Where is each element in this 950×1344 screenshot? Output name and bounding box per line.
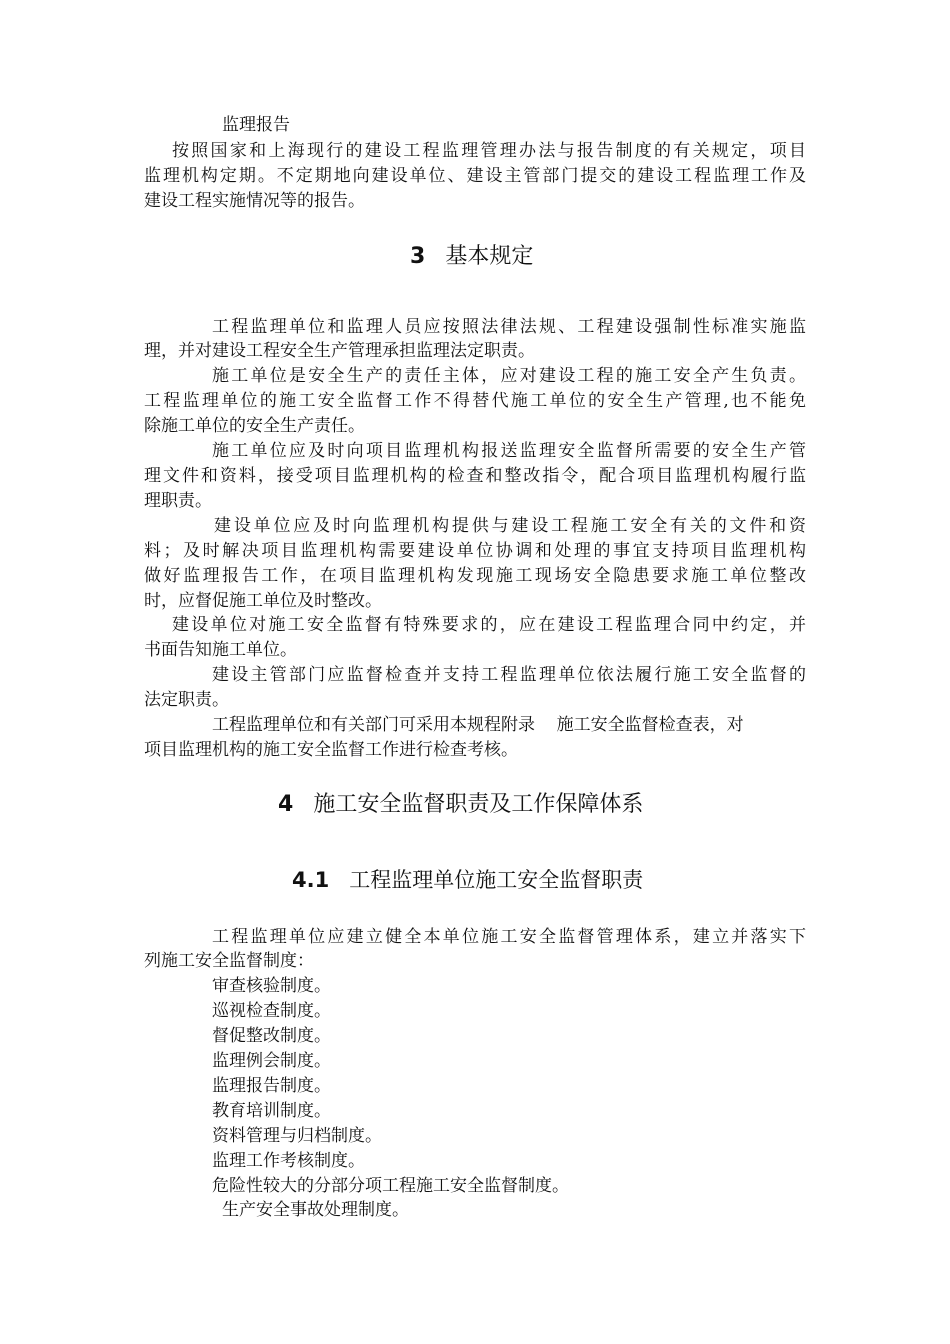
s3-p6-line-1: 建设主管部门应监督检查并支持工程监理单位依法履行施工安全监督的 xyxy=(212,665,806,685)
section-4-number: 4 xyxy=(278,792,294,817)
s3-p4-line-3: 做好监理报告工作，在项目监理机构发现施工现场安全隐患要求施工单位整改 xyxy=(144,566,806,586)
section-4-heading xyxy=(278,790,643,820)
s3-p5-line-1: 建设单位对施工安全监督有特殊要求的，应在建设工程监理合同中约定，并 xyxy=(172,615,806,635)
s3-p4-line-4: 时，应督促施工单位及时整改。 xyxy=(144,591,382,611)
s3-p2-line-2: 工程监理单位的施工安全监督工作不得替代施工单位的安全生产管理,也不能免 xyxy=(144,391,806,411)
s41-intro-line-2: 列施工安全监督制度： xyxy=(144,951,314,971)
s3-p2-line-1: 施工单位是安全生产的责任主体，应对建设工程的施工安全产生负责。 xyxy=(212,366,806,386)
s3-p1-line-2: 理，并对建设工程安全生产管理承担监理法定职责。 xyxy=(144,341,535,361)
list-item: 监理报告制度。 xyxy=(212,1076,331,1096)
section-4-1-title: 工程监理单位施工安全监督职责 xyxy=(349,868,644,892)
s3-p7-line-1: 工程监理单位和有关部门可采用本规程附录 施工安全监督检查表，对 xyxy=(212,715,744,735)
intro-line-2: 监理机构定期。不定期地向建设单位、建设主管部门提交的建设工程监理工作及 xyxy=(144,166,806,186)
s3-p6-line-2: 法定职责。 xyxy=(144,690,229,710)
list-item: 督促整改制度。 xyxy=(212,1026,331,1046)
s3-p5-line-2: 书面告知施工单位。 xyxy=(144,640,297,660)
list-item: 审查核验制度。 xyxy=(212,976,331,996)
list-item: 资料管理与归档制度。 xyxy=(212,1126,382,1146)
term-heading: 监理报告 xyxy=(222,115,290,135)
section-3-number: 3 xyxy=(410,244,426,269)
list-item: 监理工作考核制度。 xyxy=(212,1151,365,1171)
intro-line-1: 按照国家和上海现行的建设工程监理管理办法与报告制度的有关规定，项目 xyxy=(172,141,806,161)
list-item: 生产安全事故处理制度。 xyxy=(222,1200,409,1220)
s3-p4-line-2: 料；及时解决项目监理机构需要建设单位协调和处理的事宜支持项目监理机构 xyxy=(144,541,806,561)
section-3-title: 基本规定 xyxy=(445,244,534,269)
section-4-title: 施工安全监督职责及工作保障体系 xyxy=(313,792,644,817)
section-4-1-number: 4.1 xyxy=(292,868,330,892)
list-item: 监理例会制度。 xyxy=(212,1051,331,1071)
s3-p2-line-3: 除施工单位的安全生产责任。 xyxy=(144,416,365,436)
section-4-1-heading xyxy=(292,865,643,895)
s3-p4-line-1: 建设单位应及时向监理机构提供与建设工程施工安全有关的文件和资 xyxy=(214,516,806,536)
section-3-heading xyxy=(410,242,533,272)
s3-p3-line-3: 理职责。 xyxy=(144,491,212,511)
list-item: 教育培训制度。 xyxy=(212,1101,331,1121)
s41-intro-line-1: 工程监理单位应建立健全本单位施工安全监督管理体系，建立并落实下 xyxy=(212,927,806,947)
s3-p1-line-1: 工程监理单位和监理人员应按照法律法规、工程建设强制性标准实施监 xyxy=(212,317,806,337)
s3-p3-line-2: 理文件和资料，接受项目监理机构的检查和整改指令，配合项目监理机构履行监 xyxy=(144,466,806,486)
list-item: 危险性较大的分部分项工程施工安全监督制度。 xyxy=(212,1176,569,1196)
list-item: 巡视检查制度。 xyxy=(212,1001,331,1021)
intro-line-3: 建设工程实施情况等的报告。 xyxy=(144,191,365,211)
s3-p7-line-2: 项目监理机构的施工安全监督工作进行检查考核。 xyxy=(144,740,518,760)
s3-p3-line-1: 施工单位应及时向项目监理机构报送监理安全监督所需要的安全生产管 xyxy=(212,441,806,461)
